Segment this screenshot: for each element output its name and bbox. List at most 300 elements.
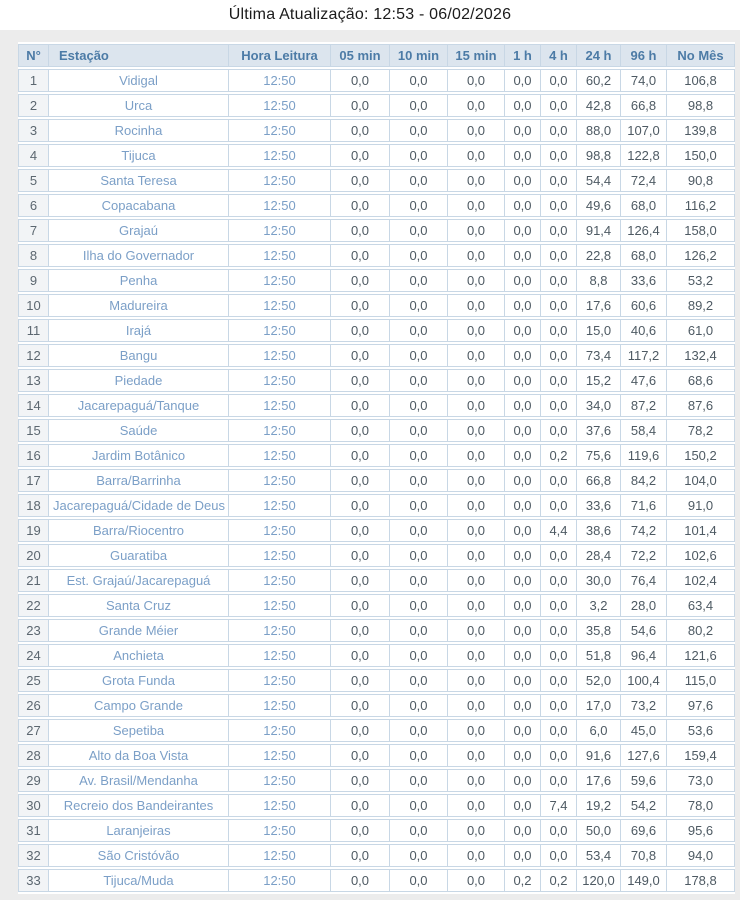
station-link[interactable]: Rocinha — [48, 119, 228, 142]
value-10min-cell: 0,0 — [389, 869, 447, 892]
row-number-cell: 21 — [18, 569, 48, 592]
station-link[interactable]: Penha — [48, 269, 228, 292]
value-4h-cell: 0,0 — [540, 419, 576, 442]
station-link[interactable]: São Cristóvão — [48, 844, 228, 867]
value-24h-cell: 33,6 — [576, 494, 620, 517]
value-05min-cell: 0,0 — [330, 544, 389, 567]
value-15min-cell: 0,0 — [447, 244, 504, 267]
value-96h-cell: 54,6 — [620, 619, 666, 642]
value-96h-cell: 87,2 — [620, 394, 666, 417]
value-10min-cell: 0,0 — [389, 344, 447, 367]
row-number-cell: 6 — [18, 194, 48, 217]
value-15min-cell: 0,0 — [447, 594, 504, 617]
value-4h-cell: 0,0 — [540, 469, 576, 492]
value-month-cell: 94,0 — [666, 844, 735, 867]
value-4h-cell: 0,0 — [540, 269, 576, 292]
row-number-cell: 26 — [18, 694, 48, 717]
value-4h-cell: 0,0 — [540, 144, 576, 167]
table-row — [18, 669, 735, 692]
reading-time-cell: 12:50 — [228, 769, 330, 792]
value-05min-cell: 0,0 — [330, 269, 389, 292]
value-month-cell: 106,8 — [666, 69, 735, 92]
row-number-cell: 16 — [18, 444, 48, 467]
value-05min-cell: 0,0 — [330, 319, 389, 342]
row-number-cell: 24 — [18, 644, 48, 667]
value-24h-cell: 88,0 — [576, 119, 620, 142]
table-row — [18, 294, 735, 317]
value-10min-cell: 0,0 — [389, 119, 447, 142]
station-link[interactable]: Recreio dos Bandeirantes — [48, 794, 228, 817]
reading-time-cell: 12:50 — [228, 594, 330, 617]
value-4h-cell: 0,0 — [540, 544, 576, 567]
station-link[interactable]: Copacabana — [48, 194, 228, 217]
value-96h-cell: 33,6 — [620, 269, 666, 292]
value-month-cell: 90,8 — [666, 169, 735, 192]
value-month-cell: 104,0 — [666, 469, 735, 492]
value-month-cell: 98,8 — [666, 94, 735, 117]
value-05min-cell: 0,0 — [330, 469, 389, 492]
value-15min-cell: 0,0 — [447, 344, 504, 367]
value-10min-cell: 0,0 — [389, 169, 447, 192]
table-row — [18, 219, 735, 242]
station-link[interactable]: Piedade — [48, 369, 228, 392]
value-24h-cell: 28,4 — [576, 544, 620, 567]
value-10min-cell: 0,0 — [389, 594, 447, 617]
value-month-cell: 150,0 — [666, 144, 735, 167]
value-10min-cell: 0,0 — [389, 94, 447, 117]
value-15min-cell: 0,0 — [447, 619, 504, 642]
value-24h-cell: 34,0 — [576, 394, 620, 417]
value-1h-cell: 0,0 — [504, 719, 540, 742]
value-4h-cell: 4,4 — [540, 519, 576, 542]
value-96h-cell: 74,2 — [620, 519, 666, 542]
value-4h-cell: 0,0 — [540, 694, 576, 717]
value-96h-cell: 58,4 — [620, 419, 666, 442]
row-number-cell: 22 — [18, 594, 48, 617]
row-number-cell: 29 — [18, 769, 48, 792]
value-month-cell: 97,6 — [666, 694, 735, 717]
station-link[interactable]: Campo Grande — [48, 694, 228, 717]
value-24h-cell: 66,8 — [576, 469, 620, 492]
row-number-cell: 9 — [18, 269, 48, 292]
value-24h-cell: 37,6 — [576, 419, 620, 442]
row-number-cell: 7 — [18, 219, 48, 242]
value-96h-cell: 71,6 — [620, 494, 666, 517]
value-4h-cell: 0,0 — [540, 619, 576, 642]
station-link[interactable]: Av. Brasil/Mendanha — [48, 769, 228, 792]
value-96h-cell: 119,6 — [620, 444, 666, 467]
table-row — [18, 69, 735, 92]
reading-time-cell: 12:50 — [228, 744, 330, 767]
value-96h-cell: 149,0 — [620, 869, 666, 892]
value-1h-cell: 0,0 — [504, 644, 540, 667]
value-10min-cell: 0,0 — [389, 569, 447, 592]
value-month-cell: 178,8 — [666, 869, 735, 892]
table-row — [18, 619, 735, 642]
table-row — [18, 594, 735, 617]
value-4h-cell: 0,0 — [540, 644, 576, 667]
reading-time-cell: 12:50 — [228, 94, 330, 117]
value-1h-cell: 0,0 — [504, 194, 540, 217]
value-10min-cell: 0,0 — [389, 444, 447, 467]
value-96h-cell: 70,8 — [620, 844, 666, 867]
value-1h-cell: 0,0 — [504, 844, 540, 867]
value-4h-cell: 0,0 — [540, 719, 576, 742]
value-month-cell: 126,2 — [666, 244, 735, 267]
value-1h-cell: 0,0 — [504, 519, 540, 542]
value-96h-cell: 122,8 — [620, 144, 666, 167]
value-month-cell: 95,6 — [666, 819, 735, 842]
value-1h-cell: 0,0 — [504, 544, 540, 567]
row-number-cell: 14 — [18, 394, 48, 417]
value-24h-cell: 8,8 — [576, 269, 620, 292]
station-link[interactable]: Laranjeiras — [48, 819, 228, 842]
value-15min-cell: 0,0 — [447, 719, 504, 742]
reading-time-cell: 12:50 — [228, 269, 330, 292]
value-10min-cell: 0,0 — [389, 419, 447, 442]
value-05min-cell: 0,0 — [330, 619, 389, 642]
value-96h-cell: 76,4 — [620, 569, 666, 592]
value-24h-cell: 15,0 — [576, 319, 620, 342]
table-row — [18, 494, 735, 517]
station-link[interactable]: Tijuca/Muda — [48, 869, 228, 892]
value-1h-cell: 0,0 — [504, 219, 540, 242]
value-1h-cell: 0,0 — [504, 369, 540, 392]
station-link[interactable]: Grajaú — [48, 219, 228, 242]
station-link[interactable]: Urca — [48, 94, 228, 117]
value-1h-cell: 0,0 — [504, 744, 540, 767]
station-link[interactable]: Jacarepaguá/Tanque — [48, 394, 228, 417]
value-1h-cell: 0,0 — [504, 419, 540, 442]
reading-time-cell: 12:50 — [228, 794, 330, 817]
value-05min-cell: 0,0 — [330, 794, 389, 817]
reading-time-cell: 12:50 — [228, 544, 330, 567]
row-number-cell: 3 — [18, 119, 48, 142]
value-15min-cell: 0,0 — [447, 669, 504, 692]
table-row — [18, 544, 735, 567]
value-10min-cell: 0,0 — [389, 719, 447, 742]
row-number-cell: 11 — [18, 319, 48, 342]
value-24h-cell: 17,6 — [576, 294, 620, 317]
value-10min-cell: 0,0 — [389, 469, 447, 492]
station-link[interactable]: Jacarepaguá/Cidade de Deus — [48, 494, 228, 517]
value-05min-cell: 0,0 — [330, 519, 389, 542]
value-1h-cell: 0,0 — [504, 444, 540, 467]
value-4h-cell: 0,0 — [540, 219, 576, 242]
value-10min-cell: 0,0 — [389, 769, 447, 792]
station-link[interactable]: Anchieta — [48, 644, 228, 667]
value-24h-cell: 22,8 — [576, 244, 620, 267]
value-05min-cell: 0,0 — [330, 244, 389, 267]
value-24h-cell: 54,4 — [576, 169, 620, 192]
value-15min-cell: 0,0 — [447, 144, 504, 167]
value-15min-cell: 0,0 — [447, 469, 504, 492]
value-15min-cell: 0,0 — [447, 94, 504, 117]
table-row — [18, 444, 735, 467]
value-05min-cell: 0,0 — [330, 569, 389, 592]
station-link[interactable]: Bangu — [48, 344, 228, 367]
table-row — [18, 469, 735, 492]
value-1h-cell: 0,0 — [504, 69, 540, 92]
row-number-cell: 23 — [18, 619, 48, 642]
table-row — [18, 844, 735, 867]
value-10min-cell: 0,0 — [389, 144, 447, 167]
value-96h-cell: 54,2 — [620, 794, 666, 817]
value-96h-cell: 59,6 — [620, 769, 666, 792]
value-month-cell: 53,2 — [666, 269, 735, 292]
value-05min-cell: 0,0 — [330, 719, 389, 742]
row-number-cell: 18 — [18, 494, 48, 517]
table-row — [18, 719, 735, 742]
value-96h-cell: 45,0 — [620, 719, 666, 742]
table-row — [18, 744, 735, 767]
value-month-cell: 101,4 — [666, 519, 735, 542]
value-05min-cell: 0,0 — [330, 394, 389, 417]
reading-time-cell: 12:50 — [228, 394, 330, 417]
station-link[interactable]: Santa Teresa — [48, 169, 228, 192]
value-4h-cell: 0,0 — [540, 669, 576, 692]
value-24h-cell: 51,8 — [576, 644, 620, 667]
value-4h-cell: 0,0 — [540, 319, 576, 342]
value-96h-cell: 47,6 — [620, 369, 666, 392]
column-header-05min: 05 min — [330, 44, 389, 67]
reading-time-cell: 12:50 — [228, 444, 330, 467]
reading-time-cell: 12:50 — [228, 319, 330, 342]
value-15min-cell: 0,0 — [447, 444, 504, 467]
station-link[interactable]: Guaratiba — [48, 544, 228, 567]
value-1h-cell: 0,0 — [504, 569, 540, 592]
row-number-cell: 10 — [18, 294, 48, 317]
value-24h-cell: 52,0 — [576, 669, 620, 692]
value-15min-cell: 0,0 — [447, 269, 504, 292]
reading-time-cell: 12:50 — [228, 119, 330, 142]
reading-time-cell: 12:50 — [228, 819, 330, 842]
value-10min-cell: 0,0 — [389, 244, 447, 267]
value-96h-cell: 40,6 — [620, 319, 666, 342]
row-number-cell: 25 — [18, 669, 48, 692]
row-number-cell: 2 — [18, 94, 48, 117]
value-10min-cell: 0,0 — [389, 619, 447, 642]
value-10min-cell: 0,0 — [389, 369, 447, 392]
value-month-cell: 139,8 — [666, 119, 735, 142]
value-96h-cell: 107,0 — [620, 119, 666, 142]
value-month-cell: 61,0 — [666, 319, 735, 342]
last-update-bar — [0, 0, 740, 30]
value-24h-cell: 98,8 — [576, 144, 620, 167]
value-month-cell: 102,4 — [666, 569, 735, 592]
value-24h-cell: 53,4 — [576, 844, 620, 867]
value-1h-cell: 0,0 — [504, 244, 540, 267]
value-05min-cell: 0,0 — [330, 119, 389, 142]
value-10min-cell: 0,0 — [389, 544, 447, 567]
value-1h-cell: 0,0 — [504, 319, 540, 342]
value-1h-cell: 0,0 — [504, 144, 540, 167]
value-05min-cell: 0,0 — [330, 344, 389, 367]
column-header-number: N° — [18, 44, 48, 67]
value-15min-cell: 0,0 — [447, 369, 504, 392]
value-4h-cell: 0,0 — [540, 169, 576, 192]
value-10min-cell: 0,0 — [389, 669, 447, 692]
value-4h-cell: 0,0 — [540, 394, 576, 417]
value-05min-cell: 0,0 — [330, 594, 389, 617]
value-15min-cell: 0,0 — [447, 294, 504, 317]
station-link[interactable]: Barra/Riocentro — [48, 519, 228, 542]
value-month-cell: 87,6 — [666, 394, 735, 417]
value-05min-cell: 0,0 — [330, 494, 389, 517]
value-24h-cell: 3,2 — [576, 594, 620, 617]
value-month-cell: 68,6 — [666, 369, 735, 392]
reading-time-cell: 12:50 — [228, 469, 330, 492]
value-96h-cell: 74,0 — [620, 69, 666, 92]
value-96h-cell: 72,4 — [620, 169, 666, 192]
value-15min-cell: 0,0 — [447, 544, 504, 567]
rain-stations-table — [18, 42, 735, 894]
value-05min-cell: 0,0 — [330, 294, 389, 317]
column-header-reading-time: Hora Leitura — [228, 44, 330, 67]
value-05min-cell: 0,0 — [330, 369, 389, 392]
value-24h-cell: 73,4 — [576, 344, 620, 367]
value-05min-cell: 0,0 — [330, 669, 389, 692]
value-15min-cell: 0,0 — [447, 644, 504, 667]
value-05min-cell: 0,0 — [330, 844, 389, 867]
table-row — [18, 819, 735, 842]
row-number-cell: 27 — [18, 719, 48, 742]
value-1h-cell: 0,0 — [504, 594, 540, 617]
value-96h-cell: 69,6 — [620, 819, 666, 842]
value-4h-cell: 0,0 — [540, 844, 576, 867]
value-96h-cell: 126,4 — [620, 219, 666, 242]
value-4h-cell: 0,0 — [540, 119, 576, 142]
reading-time-cell: 12:50 — [228, 194, 330, 217]
value-1h-cell: 0,0 — [504, 344, 540, 367]
row-number-cell: 12 — [18, 344, 48, 367]
column-header-24h: 24 h — [576, 44, 620, 67]
reading-time-cell: 12:50 — [228, 369, 330, 392]
row-number-cell: 30 — [18, 794, 48, 817]
value-1h-cell: 0,0 — [504, 394, 540, 417]
value-96h-cell: 100,4 — [620, 669, 666, 692]
value-month-cell: 150,2 — [666, 444, 735, 467]
value-24h-cell: 17,6 — [576, 769, 620, 792]
value-month-cell: 78,0 — [666, 794, 735, 817]
table-row — [18, 319, 735, 342]
row-number-cell: 20 — [18, 544, 48, 567]
value-24h-cell: 91,6 — [576, 744, 620, 767]
value-05min-cell: 0,0 — [330, 419, 389, 442]
table-row — [18, 569, 735, 592]
value-15min-cell: 0,0 — [447, 394, 504, 417]
value-4h-cell: 0,0 — [540, 369, 576, 392]
reading-time-cell: 12:50 — [228, 519, 330, 542]
value-10min-cell: 0,0 — [389, 519, 447, 542]
value-96h-cell: 84,2 — [620, 469, 666, 492]
station-link[interactable]: Barra/Barrinha — [48, 469, 228, 492]
value-96h-cell: 96,4 — [620, 644, 666, 667]
station-link[interactable]: Tijuca — [48, 144, 228, 167]
station-link[interactable]: Ilha do Governador — [48, 244, 228, 267]
column-header-15min: 15 min — [447, 44, 504, 67]
value-15min-cell: 0,0 — [447, 869, 504, 892]
value-24h-cell: 35,8 — [576, 619, 620, 642]
reading-time-cell: 12:50 — [228, 844, 330, 867]
table-row — [18, 869, 735, 892]
value-96h-cell: 117,2 — [620, 344, 666, 367]
station-link[interactable]: Grande Méier — [48, 619, 228, 642]
value-15min-cell: 0,0 — [447, 69, 504, 92]
value-1h-cell: 0,0 — [504, 694, 540, 717]
value-05min-cell: 0,0 — [330, 69, 389, 92]
value-96h-cell: 68,0 — [620, 194, 666, 217]
value-1h-cell: 0,0 — [504, 294, 540, 317]
station-link[interactable]: Jardim Botânico — [48, 444, 228, 467]
reading-time-cell: 12:50 — [228, 294, 330, 317]
reading-time-cell: 12:50 — [228, 144, 330, 167]
station-link[interactable]: Santa Cruz — [48, 594, 228, 617]
row-number-cell: 33 — [18, 869, 48, 892]
station-link[interactable]: Est. Grajaú/Jacarepaguá — [48, 569, 228, 592]
reading-time-cell: 12:50 — [228, 419, 330, 442]
station-link[interactable]: Vidigal — [48, 69, 228, 92]
station-link[interactable]: Madureira — [48, 294, 228, 317]
value-15min-cell: 0,0 — [447, 194, 504, 217]
value-1h-cell: 0,0 — [504, 669, 540, 692]
value-4h-cell: 0,0 — [540, 769, 576, 792]
station-link[interactable]: Sepetiba — [48, 719, 228, 742]
value-month-cell: 80,2 — [666, 619, 735, 642]
value-4h-cell: 0,0 — [540, 294, 576, 317]
value-month-cell: 159,4 — [666, 744, 735, 767]
value-month-cell: 63,4 — [666, 594, 735, 617]
value-10min-cell: 0,0 — [389, 194, 447, 217]
table-row — [18, 269, 735, 292]
value-1h-cell: 0,0 — [504, 169, 540, 192]
value-05min-cell: 0,0 — [330, 869, 389, 892]
value-15min-cell: 0,0 — [447, 569, 504, 592]
column-header-10min: 10 min — [389, 44, 447, 67]
value-05min-cell: 0,0 — [330, 194, 389, 217]
station-link[interactable]: Grota Funda — [48, 669, 228, 692]
value-96h-cell: 28,0 — [620, 594, 666, 617]
table-row — [18, 194, 735, 217]
value-96h-cell: 60,6 — [620, 294, 666, 317]
value-4h-cell: 0,0 — [540, 194, 576, 217]
value-24h-cell: 19,2 — [576, 794, 620, 817]
value-10min-cell: 0,0 — [389, 794, 447, 817]
table-row — [18, 244, 735, 267]
value-1h-cell: 0,0 — [504, 269, 540, 292]
column-header-month: No Mês — [666, 44, 735, 67]
column-header-station: Estação — [48, 44, 228, 67]
value-month-cell: 89,2 — [666, 294, 735, 317]
value-05min-cell: 0,0 — [330, 444, 389, 467]
value-24h-cell: 120,0 — [576, 869, 620, 892]
table-row — [18, 369, 735, 392]
value-15min-cell: 0,0 — [447, 794, 504, 817]
table-row — [18, 344, 735, 367]
value-05min-cell: 0,0 — [330, 744, 389, 767]
table-row — [18, 394, 735, 417]
table-header — [18, 44, 735, 67]
value-4h-cell: 7,4 — [540, 794, 576, 817]
station-link[interactable]: Alto da Boa Vista — [48, 744, 228, 767]
value-1h-cell: 0,0 — [504, 469, 540, 492]
station-link[interactable]: Saúde — [48, 419, 228, 442]
page-title: Última Atualização: 12:53 - 06/02/2026 — [228, 6, 512, 23]
value-05min-cell: 0,0 — [330, 219, 389, 242]
station-link[interactable]: Irajá — [48, 319, 228, 342]
value-4h-cell: 0,0 — [540, 569, 576, 592]
value-10min-cell: 0,0 — [389, 494, 447, 517]
